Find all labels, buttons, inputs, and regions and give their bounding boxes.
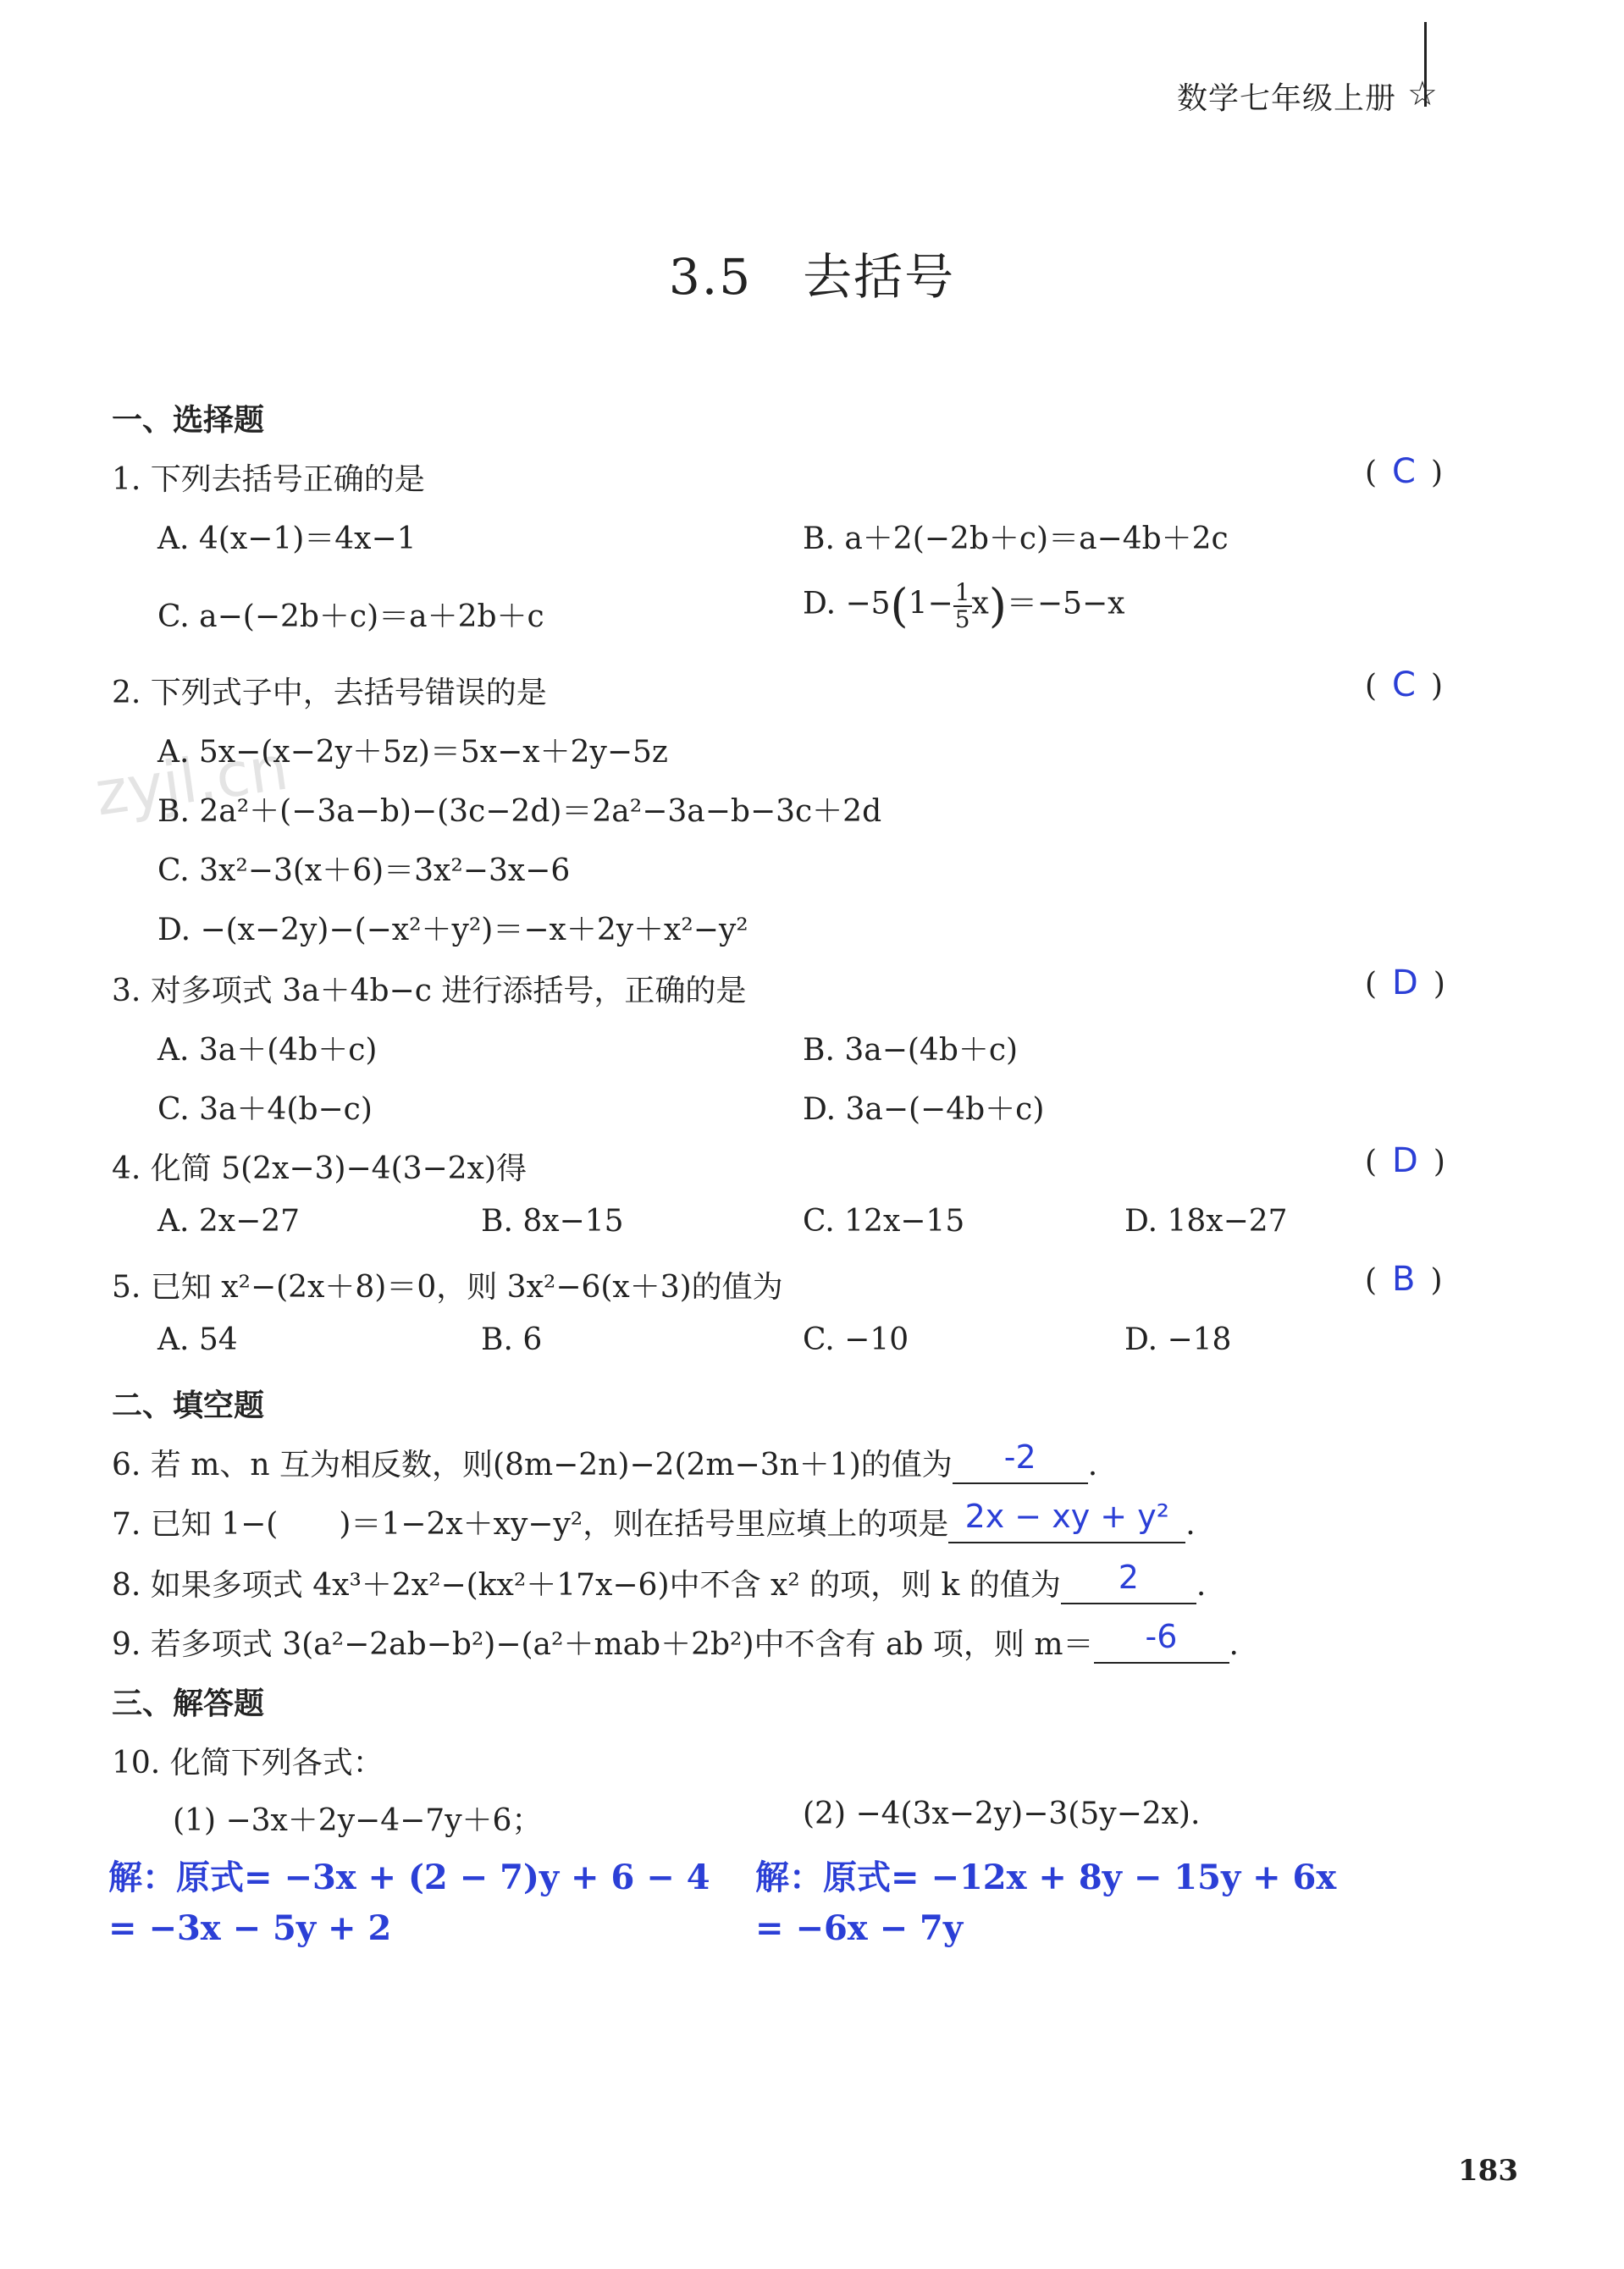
question-1-answer: ( C ) bbox=[1365, 452, 1444, 491]
question-1-stem: 1. 下列去括号正确的是 bbox=[112, 462, 425, 497]
question-6: 6. 若 m、n 互为相反数，则(8m−2n)−2(2m−3n＋1)的值为 -2 . bbox=[112, 1438, 1098, 1482]
star-icon: ☆ bbox=[1407, 75, 1438, 113]
question-7: 7. 已知 1−( )＝1−2x＋xy−y²，则在括号里应填上的项是 2x − xy + y² . bbox=[112, 1498, 1196, 1542]
q4-option-c: C. 12x−15 bbox=[803, 1204, 965, 1239]
question-3-stem: 3. 对多项式 3a＋4b−c 进行添括号，正确的是 bbox=[112, 974, 747, 1008]
question-9: 9. 若多项式 3(a²−2ab−b²)−(a²＋mab＋2b²)中不含有 ab 项，则 m＝ -6 . bbox=[112, 1618, 1239, 1662]
question-8-stem: 8. 如果多项式 4x³＋2x²−(kx²＋17x−6)中不含 x² 的项，则 k 的值为 bbox=[112, 1568, 1061, 1603]
question-10-stem: 10. 化简下列各式： bbox=[112, 1746, 384, 1780]
q1-d-prefix: D. −5 bbox=[803, 586, 891, 621]
section-heading-solve: 三、解答题 bbox=[112, 1687, 265, 1721]
section-heading-fill: 二、填空题 bbox=[112, 1388, 265, 1423]
book-header: 数学七年级上册 bbox=[1177, 81, 1397, 116]
q10-solution-2-line-1: 解：原式= −12x + 8y − 15y + 6x bbox=[755, 1858, 1337, 1897]
answer-letter: C bbox=[1392, 452, 1416, 491]
answer-letter: C bbox=[1392, 665, 1416, 704]
section-heading-choice: 一、选择题 bbox=[112, 403, 265, 438]
question-8: 8. 如果多项式 4x³＋2x²−(kx²＋17x−6)中不含 x² 的项，则 k 的值为 2 . bbox=[112, 1559, 1207, 1603]
answer-blank bbox=[953, 1438, 1088, 1484]
answer-blank bbox=[1094, 1618, 1229, 1664]
page-number: 183 bbox=[1458, 2154, 1518, 2188]
question-5-answer: ( B ) bbox=[1365, 1260, 1443, 1299]
q10-part-2: (2) −4(3x−2y)−3(5y−2x). bbox=[803, 1797, 1201, 1831]
question-2-answer: ( C ) bbox=[1365, 665, 1444, 704]
answer-fill: -2 bbox=[1003, 1438, 1036, 1476]
page-title: 3.5 去括号 bbox=[668, 248, 956, 306]
answer-letter: B bbox=[1392, 1260, 1416, 1299]
q5-option-c: C. −10 bbox=[803, 1322, 909, 1357]
q1-d-suffix: ＝−5−x bbox=[1006, 586, 1125, 621]
answer-blank bbox=[948, 1498, 1185, 1543]
fraction: $\frac{1}{5}$ bbox=[954, 577, 970, 633]
q10-part-1: (1) −3x＋2y−4−7y＋6； bbox=[173, 1803, 543, 1838]
q5-option-a: A. 54 bbox=[157, 1322, 238, 1357]
question-5-stem: 5. 已知 x²−(2x＋8)＝0，则 3x²−6(x＋3)的值为 bbox=[112, 1270, 783, 1305]
q4-option-b: B. 8x−15 bbox=[481, 1204, 624, 1239]
question-4-answer: ( D ) bbox=[1365, 1141, 1445, 1180]
q1-d-inner-pre: 1− bbox=[908, 586, 953, 621]
question-2-stem: 2. 下列式子中，去括号错误的是 bbox=[112, 676, 547, 710]
q4-option-a: A. 2x−27 bbox=[157, 1204, 301, 1239]
question-6-stem: 6. 若 m、n 互为相反数，则(8m−2n)−2(2m−3n＋1)的值为 bbox=[112, 1448, 953, 1482]
question-9-stem: 9. 若多项式 3(a²−2ab−b²)−(a²＋mab＋2b²)中不含有 ab 项，则 m＝ bbox=[112, 1627, 1094, 1662]
q2-option-c: C. 3x²−3(x＋6)＝3x²−3x−6 bbox=[157, 853, 571, 888]
q1-d-inner-post: x bbox=[971, 586, 989, 621]
q2-option-a: A. 5x−(x−2y＋5z)＝5x−x＋2y−5z bbox=[157, 735, 668, 770]
q10-solution-2-line-2: = −6x − 7y bbox=[755, 1908, 964, 1948]
q3-option-c: C. 3a＋4(b−c) bbox=[157, 1092, 373, 1127]
q3-option-d: D. 3a−(−4b＋c) bbox=[803, 1092, 1045, 1127]
watermark-logo: zyjl.cn bbox=[91, 731, 293, 830]
q10-solution-1-line-2: = −3x − 5y + 2 bbox=[108, 1908, 392, 1948]
q10-solution-1-line-1: 解：原式= −3x + (2 − 7)y + 6 − 4 bbox=[108, 1858, 710, 1897]
question-4-stem: 4. 化简 5(2x−3)−4(3−2x)得 bbox=[112, 1151, 527, 1186]
q2-option-d: D. −(x−2y)−(−x²＋y²)＝−x＋2y＋x²−y² bbox=[157, 913, 748, 947]
question-7-stem: 7. 已知 1−( )＝1−2x＋xy−y²，则在括号里应填上的项是 bbox=[112, 1507, 949, 1542]
q2-option-b: B. 2a²＋(−3a−b)−(3c−2d)＝2a²−3a−b−3c＋2d bbox=[157, 794, 882, 829]
q1-option-c: C. a−(−2b＋c)＝a＋2b＋c bbox=[157, 599, 544, 634]
q1-option-a: A. 4(x−1)＝4x−1 bbox=[157, 522, 417, 556]
answer-blank bbox=[1061, 1559, 1196, 1604]
q1-option-d: D. −5(1− $\frac{1}{5}$ x)＝−5−x bbox=[803, 577, 1125, 633]
q4-option-d: D. 18x−27 bbox=[1124, 1204, 1288, 1239]
answer-fill: -6 bbox=[1145, 1618, 1178, 1655]
q5-option-d: D. −18 bbox=[1124, 1322, 1232, 1357]
q3-option-b: B. 3a−(4b＋c) bbox=[803, 1033, 1019, 1068]
question-3-answer: ( D ) bbox=[1365, 963, 1445, 1002]
answer-fill: 2 bbox=[1118, 1559, 1139, 1596]
q1-option-b: B. a＋2(−2b＋c)＝a−4b＋2c bbox=[803, 522, 1229, 556]
answer-letter: D bbox=[1392, 963, 1418, 1002]
answer-letter: D bbox=[1392, 1141, 1418, 1180]
q5-option-b: B. 6 bbox=[481, 1322, 543, 1357]
q3-option-a: A. 3a＋(4b＋c) bbox=[157, 1033, 378, 1068]
answer-fill: 2x − xy + y² bbox=[964, 1498, 1169, 1535]
